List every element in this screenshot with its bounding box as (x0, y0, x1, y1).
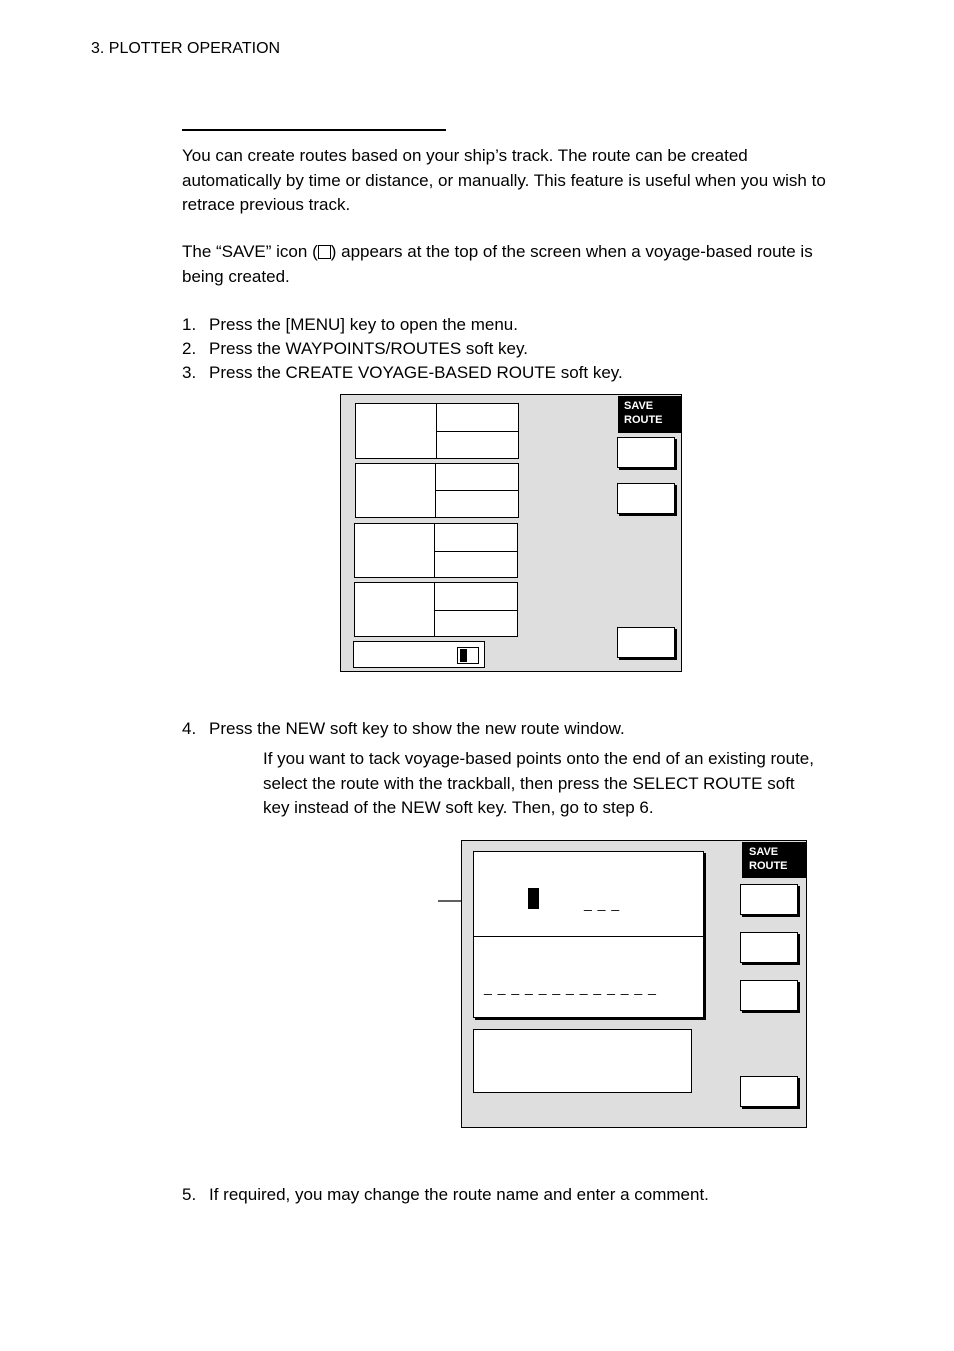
save-route-label-2: ROUTE (624, 414, 663, 426)
step-text: Press the WAYPOINTS/ROUTES soft key. (209, 339, 528, 358)
save-route-label-1: SAVE (749, 846, 779, 858)
save-icon-paragraph-b: ) appears at the top of the screen when a voyage-based route is being created. (182, 242, 813, 286)
save-icon-paragraph (182, 240, 832, 289)
step-4-note: If you want to tack voyage-based points onto the end of an existing route, select the route with the trackball, then press the SELECT ROUTE soft key instead of the NEW soft key. Then, go to step 6. (263, 749, 814, 817)
text-cursor (528, 888, 539, 909)
menu-item-4-value-a[interactable] (434, 582, 518, 611)
step-number: 3. (182, 363, 197, 382)
step-text: Press the NEW soft key to show the new route window. (209, 719, 625, 738)
cursor-block (460, 649, 467, 662)
step-number: 1. (182, 315, 197, 334)
soft-key-3[interactable] (617, 627, 675, 658)
soft-key-2[interactable] (617, 483, 675, 514)
menu-item-3-value-b[interactable] (434, 551, 518, 578)
route-name-field[interactable]: _ _ _ (584, 895, 621, 911)
soft-key-1[interactable] (617, 437, 675, 468)
save-route-indicator (742, 842, 806, 878)
new-route-screen (461, 840, 807, 1128)
step-text: Press the [MENU] key to open the menu. (209, 315, 518, 334)
save-route-label-2: ROUTE (749, 860, 788, 872)
new-route-window (473, 851, 704, 1018)
step-number: 5. (182, 1185, 197, 1204)
menu-item-2-value-b[interactable] (435, 490, 519, 518)
save-icon-paragraph-a: The “SAVE” icon ( (182, 242, 318, 261)
step-text: Press the CREATE VOYAGE-BASED ROUTE soft key. (209, 363, 623, 382)
info-box (473, 1029, 692, 1093)
window-divider (474, 936, 703, 937)
step-2 (182, 337, 528, 361)
menu-item-1-value-a[interactable] (436, 403, 519, 432)
menu-item-3-value-a[interactable] (434, 523, 518, 552)
soft-key-4[interactable] (740, 1076, 798, 1107)
menu-item-1-value-b[interactable] (436, 431, 519, 459)
indicator-box (457, 647, 479, 664)
heading-rule (182, 129, 446, 131)
menu-item-2-value-a[interactable] (435, 463, 519, 491)
step-4 (182, 717, 625, 741)
soft-key-2[interactable] (740, 932, 798, 963)
step-number: 4. (182, 719, 197, 738)
voyage-route-screen (340, 394, 682, 672)
soft-key-3[interactable] (740, 980, 798, 1011)
soft-key-1[interactable] (740, 884, 798, 915)
menu-item-4-value-b[interactable] (434, 610, 518, 637)
step-text: If required, you may change the route name and enter a comment. (209, 1185, 709, 1204)
save-icon (318, 245, 331, 259)
save-route-label-1: SAVE (624, 400, 654, 412)
route-comment-field[interactable]: _ _ _ _ _ _ _ _ _ _ _ _ _ (484, 979, 657, 995)
status-field (353, 641, 485, 668)
step-5 (182, 1183, 709, 1207)
step-number: 2. (182, 339, 197, 358)
intro-paragraph: You can create routes based on your ship’s track. The route can be created automatically by time or distance, or manually. This feature is useful when you wish to retrace previous track. (182, 146, 826, 214)
step-1 (182, 313, 518, 337)
save-route-indicator (618, 396, 681, 433)
step-3 (182, 361, 623, 385)
section-header: 3. PLOTTER OPERATION (91, 40, 281, 57)
